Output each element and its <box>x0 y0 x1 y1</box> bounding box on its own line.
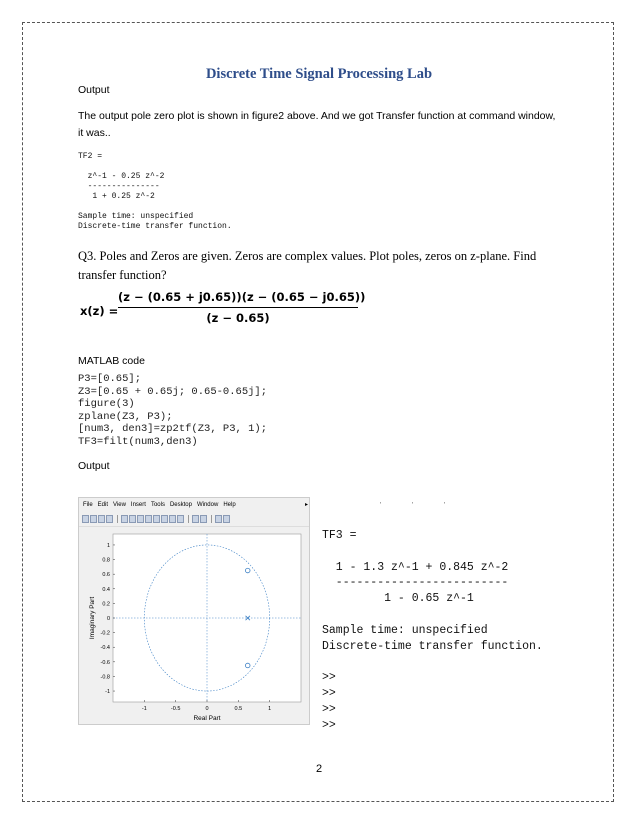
question-line2: transfer function? <box>78 268 167 282</box>
zoom-out-icon[interactable] <box>137 515 144 523</box>
pan-icon[interactable] <box>145 515 152 523</box>
y-tick-label: 0.2 <box>102 601 110 608</box>
y-tick-label: 0.8 <box>102 557 110 564</box>
brush-icon[interactable] <box>169 515 176 523</box>
code-line: figure(3) <box>78 398 135 410</box>
tf2-console-output <box>78 152 232 232</box>
menu-window[interactable]: Window <box>196 502 219 508</box>
console-line: z^-1 - 0.25 z^-2 <box>78 172 165 181</box>
menu-insert[interactable]: Insert <box>130 502 146 508</box>
equation-fraction <box>118 290 366 325</box>
rotate-icon[interactable] <box>153 515 160 523</box>
decorative-mark: ' <box>380 502 382 509</box>
y-tick-label: -0.6 <box>100 659 110 666</box>
new-figure-icon[interactable] <box>82 515 89 523</box>
y-tick-label: -0.8 <box>100 674 110 681</box>
x-tick-label: 0 <box>205 706 209 712</box>
x-tick-label: 1 <box>268 706 272 712</box>
toolbar-separator <box>211 515 212 523</box>
console-line: 1 - 0.65 z^-1 <box>322 592 474 606</box>
matlab-figure-window <box>78 497 310 725</box>
menu-edit[interactable]: Edit <box>97 502 109 508</box>
menu-help[interactable]: Help <box>223 502 236 508</box>
command-prompt[interactable]: >> <box>322 671 336 685</box>
menu-view[interactable]: View <box>113 502 126 508</box>
code-line: TF3=filt(num3,den3) <box>78 435 198 448</box>
menu-desktop[interactable]: Desktop <box>169 502 192 508</box>
x-tick-label: 0.5 <box>234 706 243 712</box>
output-paragraph-line1: The output pole zero plot is shown in figure2 above. And we got Transfer function at command window, <box>78 110 556 122</box>
console-line: 1 + 0.25 z^-2 <box>78 192 155 201</box>
equation-denominator: (z − 0.65) <box>206 311 270 325</box>
data-cursor-icon[interactable] <box>161 515 168 523</box>
zoom-in-icon[interactable] <box>129 515 136 523</box>
decorative-mark: ' <box>412 502 414 509</box>
open-file-icon[interactable] <box>90 515 97 523</box>
equation-numerator: (z − (0.65 + j0.65))(z − (0.65 − j0.65)) <box>118 290 366 304</box>
command-prompt[interactable]: >> <box>322 686 336 700</box>
print-icon[interactable] <box>106 515 113 523</box>
menu-tools[interactable]: Tools <box>150 502 165 508</box>
command-prompt[interactable]: >> <box>322 718 336 732</box>
y-tick-label: 0.4 <box>102 586 110 593</box>
code-line: zplane(Z3, P3); <box>78 410 173 423</box>
toolbar-separator <box>188 515 189 523</box>
console-line: --------------- <box>78 182 160 191</box>
save-icon[interactable] <box>98 515 105 523</box>
show-plot-tools-icon[interactable] <box>223 515 230 523</box>
y-tick-label: -1 <box>105 689 110 696</box>
matlab-code-block <box>78 373 267 448</box>
console-line: Sample time: unspecified <box>322 623 488 637</box>
question-line1: Q3. Poles and Zeros are given. Zeros are complex values. Plot poles, zeros on z-plane. Find <box>78 249 537 263</box>
pole-zero-plot <box>79 526 309 724</box>
output-paragraph-line2: it was.. <box>78 127 111 139</box>
legend-icon[interactable] <box>200 515 207 523</box>
output-label-2: Output <box>78 460 110 472</box>
figure-menubar <box>79 498 309 512</box>
code-line: Z3=[0.65 + 0.65j; 0.65-0.65j]; <box>78 385 268 398</box>
matlab-code-label: MATLAB code <box>78 355 145 367</box>
figure-toolbar <box>79 512 309 527</box>
hide-plot-tools-icon[interactable] <box>215 515 222 523</box>
y-tick-label: 1 <box>106 542 110 549</box>
decorative-mark: ' <box>444 502 446 509</box>
console-line: Discrete-time transfer function. <box>322 639 543 653</box>
page-title: Discrete Time Signal Processing Lab <box>205 66 433 82</box>
toolbar-separator <box>117 515 118 523</box>
menu-overflow-arrow-icon[interactable]: ▸ <box>305 502 309 508</box>
console-line: 1 - 1.3 z^-1 + 0.845 z^-2 <box>322 560 509 574</box>
menu-file[interactable]: File <box>83 502 93 508</box>
code-line: [num3, den3]=zp2tf(Z3, P3, 1); <box>78 423 268 435</box>
equation-lhs: x(z) = <box>80 304 119 318</box>
console-line: TF2 = <box>78 152 103 161</box>
page-number: 2 <box>315 763 323 775</box>
console-line: TF3 = <box>322 529 357 542</box>
console-line: ------------------------- <box>322 576 509 590</box>
console-line: Sample time: unspecified <box>78 212 194 221</box>
colorbar-icon[interactable] <box>192 515 199 523</box>
edit-plot-icon[interactable] <box>121 515 128 523</box>
x-axis-label: Real Part <box>193 715 221 722</box>
console-line: Discrete-time transfer function. <box>78 222 232 231</box>
x-tick-label: -1 <box>141 706 147 712</box>
matlab-command-window <box>322 528 543 733</box>
output-label-1: Output <box>78 84 110 96</box>
x-tick-label: -0.5 <box>170 706 181 712</box>
code-line: P3=[0.65]; <box>78 373 142 385</box>
y-axis-label: Imaginary Part <box>89 596 96 640</box>
y-tick-label: -0.2 <box>100 630 110 637</box>
y-tick-label: 0 <box>106 616 110 622</box>
command-prompt[interactable]: >> <box>322 702 336 716</box>
link-icon[interactable] <box>177 515 184 523</box>
y-tick-label: -0.4 <box>100 645 110 652</box>
y-tick-label: 0.6 <box>102 572 110 579</box>
